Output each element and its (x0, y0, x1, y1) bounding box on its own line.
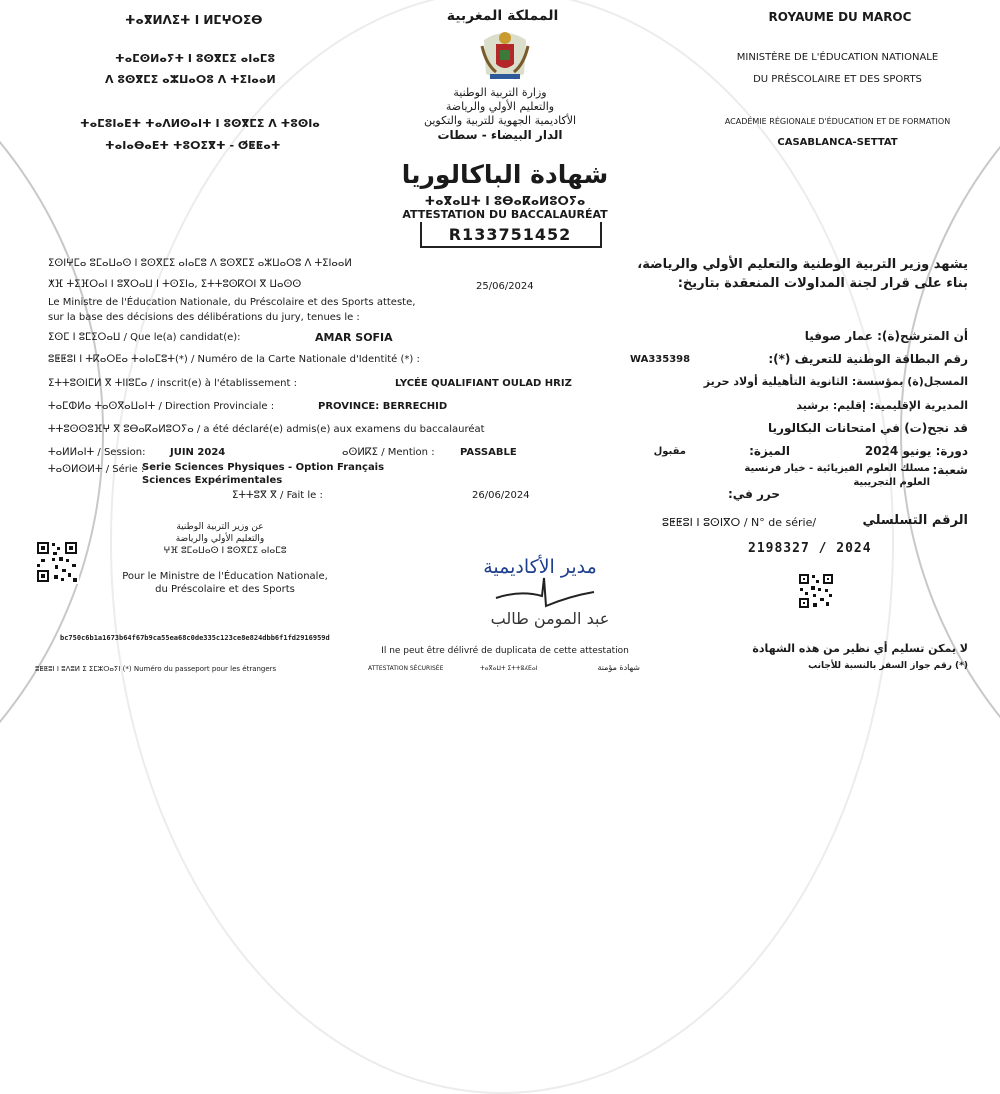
candidate-arabic: أن المترشح(ة): عمار صوفيا (804, 329, 968, 343)
session-label-fr: / Session: (97, 447, 146, 458)
school-arabic: المسجل(ة) بمؤسسة: الثانوية التأهيلية أولاد حريز (703, 375, 968, 388)
center-header-ministry-2: والتعليم الأولي والرياضة (445, 100, 555, 113)
serial-label-tifinagh: ⵓⵟⵟⵓⵏ ⵏ ⵓⵙⵏⴳⵔ (662, 516, 741, 529)
cin-value: WA335398 (630, 354, 691, 365)
footer-duplicata-ar: لا يمكن تسليم أي نظير من هذه الشهادة (752, 642, 968, 655)
cin-arabic: رقم البطاقة الوطنية للتعريف (*): (768, 352, 968, 366)
right-header-ministry-2: DU PRÉSCOLAIRE ET DES SPORTS (753, 74, 922, 85)
left-header-line-5: ⵜⴰⵏⴰⴱⴰⴹⵜ ⵜⵓⵔⵉⴳⵜ - ⵚⵟⵟⴰⵜ (105, 139, 281, 152)
cin-label-tifinagh: ⵓⵟⵟⵓⵏ ⵏ ⵜⴽⴰⵔⴹⴰ ⵜⴰⵏⴰⵎⵓⵜ(*) (48, 354, 188, 365)
center-header-region: الدار البيضاء - سطات (437, 128, 563, 142)
cin-label-fr: / Numéro de la Carte Nationale d'Identité (*) : (190, 354, 420, 365)
coat-of-arms-emblem (476, 28, 534, 82)
intro-french-2: sur la base des décisions des délibérations du jury, tenues le : (48, 312, 360, 323)
session-label (48, 447, 145, 458)
intro-tifinagh-1: ⵉⵙⵏⵖⵎⴰ ⵓⵎⴰⵡⴰⵙ ⵏ ⵓⵙⴳⵎⵉ ⴰⵏⴰⵎⵓ ⴷ ⵓⵙⴳⵎⵉ ⴰⵣⵡⴰⵔⵓ ⴷ ⵜⵉⵏⴰⴰⵍ (48, 258, 352, 269)
intro-french-1: Le Ministre de l'Éducation Nationale, du Préscolaire et des Sports atteste, (48, 297, 416, 308)
school-label (48, 378, 297, 389)
footer-passport-note (35, 665, 276, 673)
right-header-ministry-1: MINISTÈRE DE L'ÉDUCATION NATIONALE (736, 52, 939, 63)
admis-label-fr: / a été déclaré(e) admis(e) aux examens du baccalauréat (196, 424, 485, 435)
fait-label (232, 490, 323, 501)
footer-secure-fr: ATTESTATION SÉCURISÉE (368, 665, 444, 672)
candidate-value: AMAR SOFIA (315, 331, 393, 344)
fait-label-fr: / Fait le : (280, 490, 323, 501)
mention-value: PASSABLE (460, 447, 517, 458)
left-header-line-3: ⴷ ⵓⵙⴳⵎⵉ ⴰⵣⵡⴰⵔⵓ ⴷ ⵜⵉⵏⴰⴰⵍ (105, 73, 276, 86)
handwritten-signature (490, 572, 600, 612)
mention-arabic-label: الميزة: (749, 444, 790, 458)
left-header-line-4: ⵜⴰⵎⵓⵏⴰⴹⵜ ⵜⴰⴷⵍⵙⴰⵏⵜ ⵏ ⵓⵙⴳⵎⵉ ⴷ ⵜⵓⵙⵏⴰ (80, 117, 320, 130)
center-header-ministry-1: وزارة التربية الوطنية (453, 86, 547, 99)
admis-label (48, 424, 485, 435)
candidate-label (48, 332, 241, 343)
left-arch-decoration (0, 0, 104, 884)
title-french: ATTESTATION DU BACCALAURÉAT (402, 208, 608, 221)
session-value: JUIN 2024 (170, 447, 226, 458)
serial-label-fr: / N° de série/ (743, 516, 817, 529)
footer-secure-tifinagh: ⵜⴰⴳⴰⵡⵜ ⵉⵜⵜⵓⵃⴹⴰⵏ (480, 665, 538, 672)
center-header-academy: الأكاديمية الجهوية للتربية والتكوين (423, 114, 577, 127)
fait-value: 26/06/2024 (472, 490, 530, 501)
serie-label-tifinagh: ⵜⴰⵙⵍⵙⵍⵜ (48, 464, 103, 475)
serie-arabic-1: مسلك العلوم الفيزيائية - خيار فرنسية (744, 463, 930, 474)
title-arabic: شهادة الباكالوريا (401, 160, 609, 189)
left-header-line-1: ⵜⴰⴳⵍⴷⵉⵜ ⵏ ⵍⵎⵖⵔⵉⴱ (125, 13, 263, 27)
right-header-kingdom: ROYAUME DU MAROC (768, 10, 912, 24)
school-value: LYCÉE QUALIFIANT OULAD HRIZ (395, 378, 572, 389)
direction-label-tifinagh: ⵜⴰⵎⵀⵍⴰ ⵜⴰⵙⴳⴰⵡⴰⵏⵜ (48, 401, 156, 412)
candidate-label-tifinagh: ⵉⵙⵎ ⵏ ⵓⵎⵉⵔⴰⵡ (48, 332, 121, 343)
direction-label-fr: / Direction Provinciale : (158, 401, 275, 412)
mention-arabic-value: مقبول (653, 446, 686, 457)
direction-value: PROVINCE: BERRECHID (318, 401, 448, 412)
serial-label (662, 516, 816, 529)
direction-arabic: المديرية الإقليمية: إقليم: برشيد (796, 399, 968, 412)
candidate-label-fr: / Que le(a) candidat(e): (123, 332, 241, 343)
cin-label (48, 354, 420, 365)
intro-date: 25/06/2024 (476, 281, 534, 292)
school-label-fr: / inscrit(e) à l'établissement : (150, 378, 297, 389)
serial-arabic: الرقم التسلسلي (862, 513, 968, 528)
right-header-region: CASABLANCA-SETTAT (777, 137, 898, 148)
direction-label (48, 401, 274, 412)
footer-passport-note-ar: (*) رقم جواز السفر بالنسبة للأجانب (808, 661, 968, 671)
fait-label-tifinagh: ⵉⵜⵜⵓⴳ ⴳ (232, 490, 277, 501)
mention-label (342, 447, 435, 458)
serie-arabic-2: العلوم التجريبية (853, 477, 930, 488)
serie-label-fr: / Série : (105, 464, 145, 475)
serie-value-2: Sciences Expérimentales (142, 475, 283, 486)
signature-french-2: du Préscolaire et des Sports (155, 584, 295, 595)
serie-label (48, 464, 144, 475)
serie-arabic-label: شعبة: (932, 463, 968, 477)
signature-arabic-2: والتعليم الأولي والرياضة (175, 534, 265, 544)
fait-arabic: حرر في: (728, 487, 780, 501)
footer-duplicata-fr: Il ne peut être délivré de duplicata de cette attestation (381, 646, 629, 656)
admis-label-tifinagh: ⵜⵜⵓⵙⵙⵓⴼⵖ ⴳ ⵓⴱⴰⴽⴰⵍⵓⵔⵢⴰ (48, 424, 194, 435)
footer-passport-note-tifinagh: ⵓⵟⵟⵓⵏ ⵏ ⵓⴷⵓⵍ ⵉ ⵉⵎⵣⵔⴰⵢⵏ (35, 665, 121, 673)
footer-secure-ar: شهادة مؤمنة (597, 663, 640, 672)
center-header-kingdom: المملكة المغربية (446, 8, 559, 24)
footer-passport-note-fr: (*) Numéro du passeport pour les étrangers (122, 665, 277, 673)
intro-tifinagh-2: ⵅⴼ ⵜⵉⴼⵔⴰⵏ ⵏ ⵓⴳⵔⴰⵡ ⵏ ⵜⵙⵉⵏⴰ, ⵉⵜⵜⵓⵙⴽⵔⵏ ⴳ ⵡⴰⵙⵙ (48, 279, 302, 290)
intro-arabic-1: يشهد وزير التربية الوطنية والتعليم الأولي والرياضة، (637, 257, 968, 272)
admis-arabic: قد نجح(ت) في امتحانات البكالوريا (768, 421, 968, 435)
signature-arabic-1: عن وزير التربية الوطنية (176, 522, 264, 532)
qr-code-right (798, 573, 834, 609)
session-label-tifinagh: ⵜⴰⵍⵍⴰⵏⵜ (48, 447, 95, 458)
signature-tifinagh: ⵖⴼ ⵓⵎⴰⵡⴰⵙ ⵏ ⵓⵙⴳⵎⵉ ⴰⵏⴰⵎⵓ (163, 546, 287, 556)
right-arch-decoration (900, 0, 1000, 884)
right-header-academy: ACADÉMIE RÉGIONALE D'ÉDUCATION ET DE FORMATION (724, 117, 951, 126)
school-label-tifinagh: ⵉⵜⵜⵓⵙⵏⵎⵍ ⴳ ⵜⵏⵏⵓⵎⴰ (48, 378, 148, 389)
session-arabic: دورة: يونيو 2024 (864, 444, 968, 458)
signature-name: عبد المومن طالب (490, 609, 610, 628)
signature-role: مدير الأكاديمية (483, 556, 597, 578)
mention-label-tifinagh: ⴰⵙⵍⴽⵉ (342, 447, 378, 458)
serie-value-1: Serie Sciences Physiques - Option Français (142, 462, 385, 473)
serial-value: 2198327 / 2024 (748, 541, 872, 556)
qr-code-left (35, 540, 79, 584)
title-tifinagh: ⵜⴰⴳⴰⵡⵜ ⵏ ⵓⴱⴰⴽⴰⵍⵓⵔⵢⴰ (424, 194, 586, 208)
intro-arabic-2: بناء على قرار لجنة المداولات المنعقدة بتاريخ: (677, 276, 968, 291)
signature-french-1: Pour le Ministre de l'Éducation Nationale, (122, 571, 328, 582)
security-hash: bc750c6b1a1673b64f67b9ca55ea68c0de335c123ce8e824dbb6f1fd2916959d (60, 634, 330, 642)
left-header-line-2: ⵜⴰⵎⵙⵍⴰⵢⵜ ⵏ ⵓⵙⴳⵎⵉ ⴰⵏⴰⵎⵓ (115, 52, 276, 65)
mention-label-fr: / Mention : (381, 447, 435, 458)
attestation-number: R133751452 (448, 225, 572, 244)
